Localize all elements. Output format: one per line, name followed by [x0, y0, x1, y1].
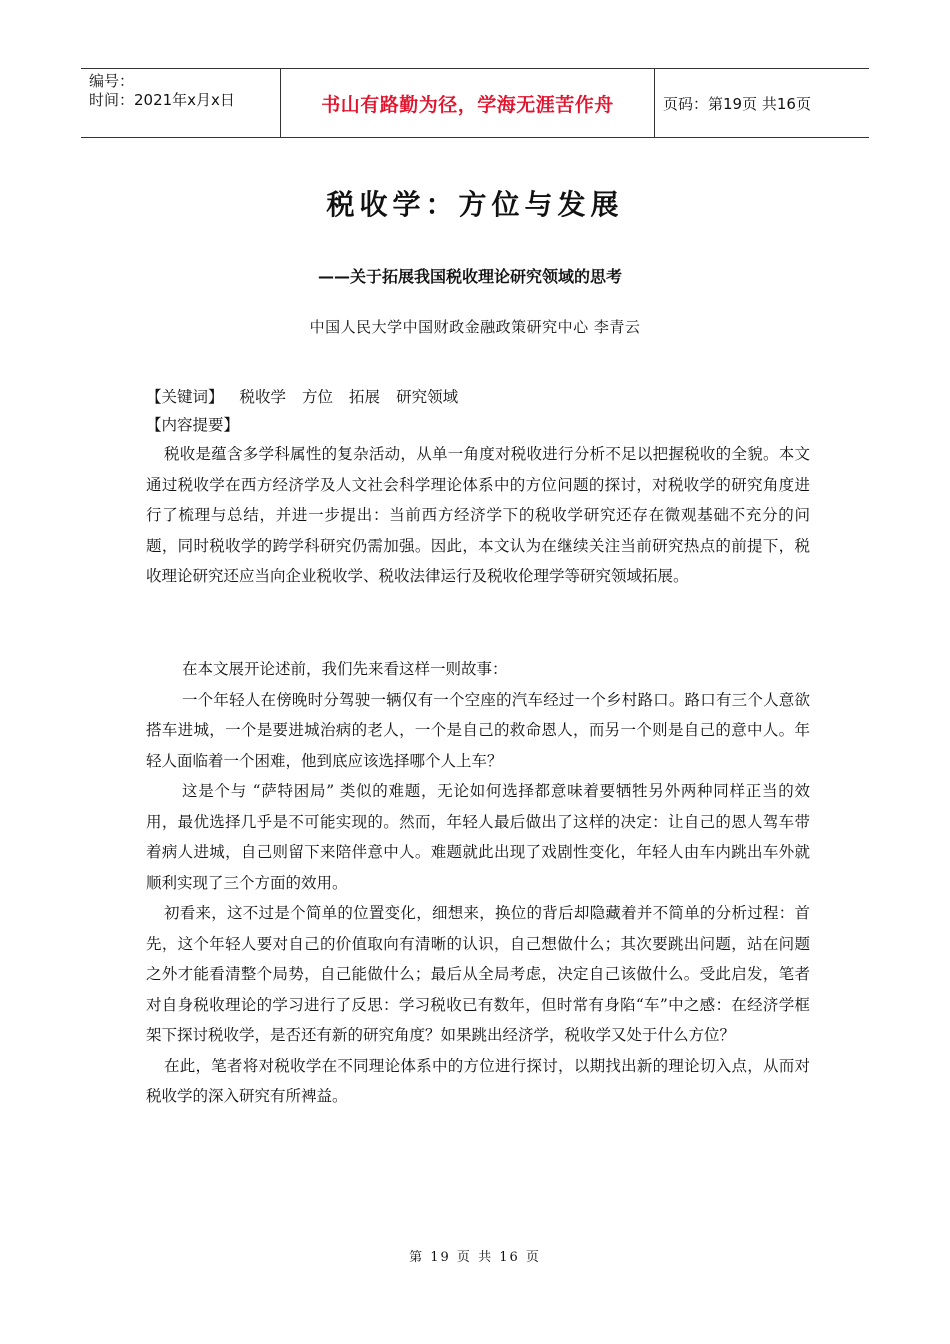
body-paragraph: 这是个与 “萨特困局” 类似的难题，无论如何选择都意味着要牺牲另外两种同样正当的效用，最优选择几乎是不可能实现的。然而，年轻人最后做出了这样的决定：让自己的恩人驾车带着病人进城，自己则留下来陪伴意中人。难题就此出现了戏剧性变化，年轻人由车内跳出车外就顺利实现了三个方面的效用。: [146, 782, 810, 892]
abstract-block: [146, 439, 810, 592]
abstract-label: 【内容提要】: [146, 416, 240, 434]
page-title: 税收学：方位与发展: [326, 188, 624, 221]
keyword: 税收学: [239, 388, 287, 406]
body-paragraph: 初看来，这不过是个简单的位置变化，细想来，换位的背后却隐藏着并不简单的分析过程：首先，这个年轻人要对自己的价值取向有清晰的认识，自己想做什么；其次要跳出问题，站在问题之外才能看清整个局势，自己能做什么；最后从全局考虑，决定自己该做什么。受此启发，笔者对自身税收理论的学习进行了反思：学习税收已有数年，但时常有身陷“车”中之感：在经济学框架下探讨税收学，是否还有新的研究角度？如果跳出经济学，税收学又处于什么方位？: [146, 904, 810, 1044]
body-paragraph: 在本文展开论述前，我们先来看这样一则故事：: [182, 660, 508, 678]
keyword: 方位: [302, 388, 334, 406]
keywords-label: 【关键词】: [146, 388, 224, 406]
date-line: 时间：2021年x月x日: [89, 91, 235, 109]
header-page-info: 页码：第19页 共16页: [663, 94, 811, 113]
keyword: 拓展: [349, 388, 381, 406]
header-motto: 书山有路勤为径，学海无涯苦作舟: [281, 69, 655, 137]
keyword: 研究领域: [396, 388, 459, 406]
author-line: 中国人民大学中国财政金融政策研究中心 李青云: [309, 318, 641, 336]
keywords-line: [146, 385, 458, 407]
header-meta: [81, 69, 281, 137]
abstract-paragraph: 税收是蕴含多学科属性的复杂活动，从单一角度对税收进行分析不足以把握税收的全貌。本文通过税收学在西方经济学及人文社会科学理论体系中的方位问题的探讨，对税收学的研究角度进行了梳理与总结，并进一步提出：当前西方经济学下的税收学研究还存在微观基础不充分的问题，同时税收学的跨学科研究仍需加强。因此，本文认为在继续关注当前研究热点的前提下，税收理论研究还应当向企业税收学、税收法律运行及税收伦理学等研究领域拓展。: [146, 445, 810, 585]
page-subtitle: ——关于拓展我国税收理论研究领域的思考: [318, 267, 623, 286]
number-label: 编号：: [89, 72, 135, 90]
body-paragraph: 在此，笔者将对税收学在不同理论体系中的方位进行探讨，以期找出新的理论切入点，从而对税收学的深入研究有所裨益。: [146, 1056, 810, 1105]
page-footer: 第 19 页 共 16 页: [409, 1250, 541, 1265]
body-block: [146, 654, 810, 1112]
document-header: [81, 68, 869, 138]
body-paragraph: 一个年轻人在傍晚时分驾驶一辆仅有一个空座的汽车经过一个乡村路口。路口有三个人意欲搭车进城，一个是要进城治病的老人，一个是自己的救命恩人，而另一个则是自己的意中人。年轻人面临着一个困难，他到底应该选择哪个人上车？: [146, 690, 810, 770]
